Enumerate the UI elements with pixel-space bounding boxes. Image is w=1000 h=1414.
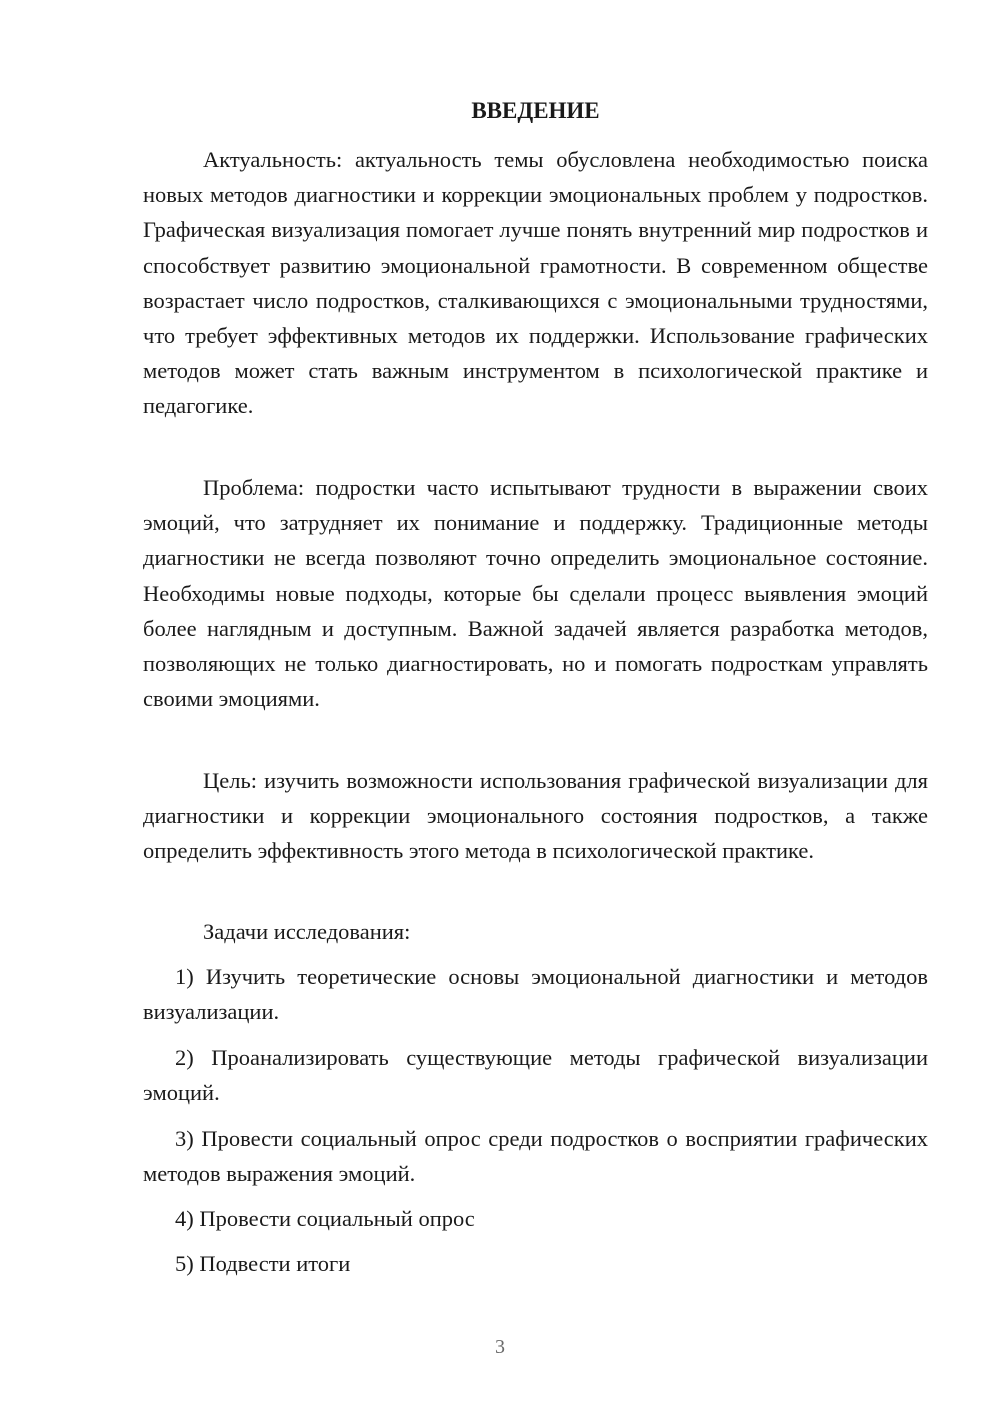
task-item-5: 5) Подвести итоги xyxy=(175,1251,351,1276)
tasks-title: Задачи исследования: xyxy=(203,919,411,944)
relevance-paragraph: Актуальность: актуальность темы обусловлена необходимостью поиска новых методов диагностики и коррекции эмоциональных проблем у подростков. Графическая визуализация помогает лучше понять внутренний мир подростков и способствует развитию эмоциональной грамотности. В современном обществе возрастает число подростков, сталкивающихся с эмоциональными трудностями, что требует эффективных методов их поддержки. Использование графических методов может стать важным инструментом в психологической практике и педагогике. xyxy=(143,147,928,419)
page-number: 3 xyxy=(495,1336,505,1358)
section-heading: ВВЕДЕНИЕ xyxy=(471,98,600,123)
task-item-3: 3) Провести социальный опрос среди подростков о восприятии графических методов выражения эмоций. xyxy=(143,1126,928,1187)
goal-paragraph: Цель: изучить возможности использования графической визуализации для диагностики и коррекции эмоционального состояния подростков, а также определить эффективность этого метода в психологической практике. xyxy=(143,768,928,864)
problem-paragraph: Проблема: подростки часто испытывают трудности в выражении своих эмоций, что затрудняет их понимание и поддержку. Традиционные методы диагностики не всегда позволяют точно определить эмоциональное состояние. Необходимы новые подходы, которые бы сделали процесс выявления эмоций более наглядным и доступным. Важной задачей является разработка методов, позволяющих не только диагностировать, но и помогать подросткам управлять своими эмоциями. xyxy=(143,475,928,712)
task-item-2: 2) Проанализировать существующие методы графической визуализации эмоций. xyxy=(143,1045,928,1106)
task-item-4: 4) Провести социальный опрос xyxy=(175,1206,475,1231)
task-item-1: 1) Изучить теоретические основы эмоциональной диагностики и методов визуализации. xyxy=(143,964,928,1025)
